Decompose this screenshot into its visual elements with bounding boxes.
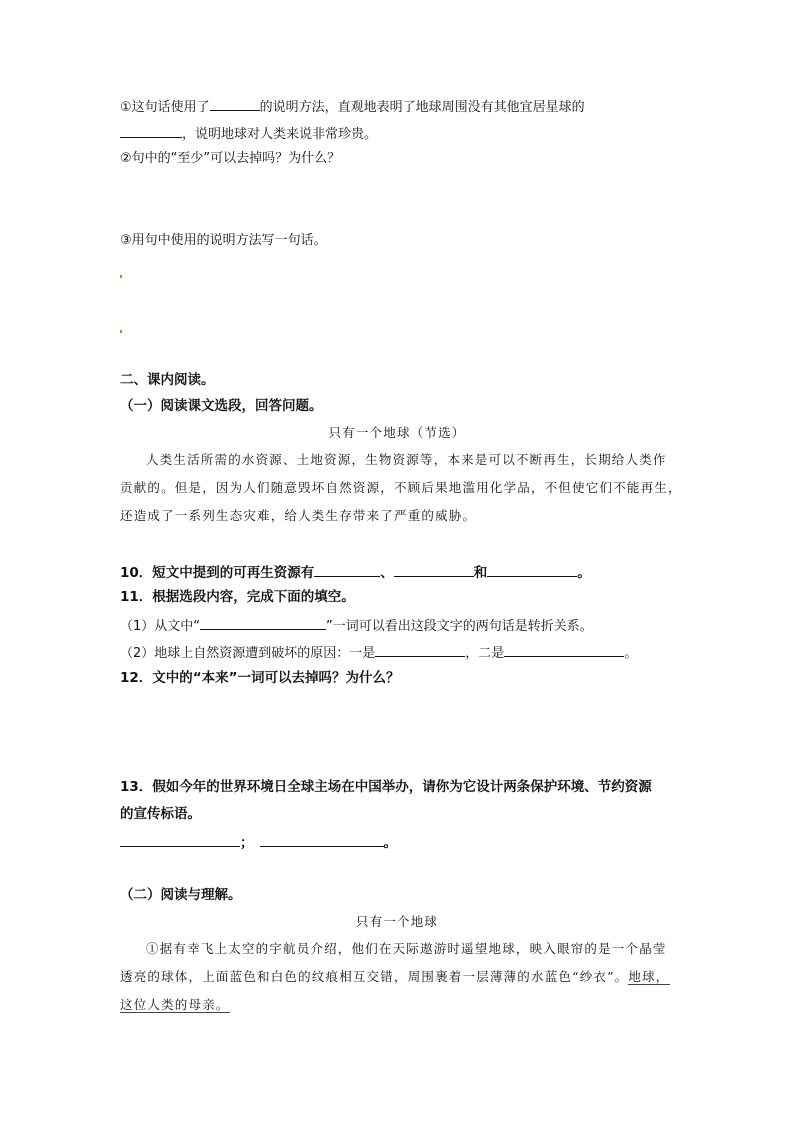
answer-blank[interactable] xyxy=(504,642,624,657)
passage-text: 透亮的球体，上面蓝色和白色的纹痕相互交错，周围裹着一层薄薄的水蓝色“纱衣”。 xyxy=(120,969,629,984)
passage-line: 贡献的。但是，因为人们随意毁坏自然资源，不顾后果地滥用化学品，不但使它们不能再生， xyxy=(120,480,682,495)
stray-mark xyxy=(120,275,122,278)
q11-1-text-a: （1）从文中“ xyxy=(120,619,201,634)
answer-blank[interactable] xyxy=(394,562,474,577)
q1-text-b: 的说明方法，直观地表明了地球周围没有其他宜居星球的 xyxy=(259,100,585,115)
question-12: 12．文中的“本来”一词可以去掉吗？为什么？ xyxy=(120,670,400,686)
subsection-heading: （二）阅读与理解。 xyxy=(120,887,242,903)
answer-blank[interactable] xyxy=(487,562,577,577)
question-11-1 xyxy=(120,615,593,636)
q1-text-c: ，说明地球对人类来说非常珍贵。 xyxy=(182,127,378,142)
question-13-line-1: 13．假如今年的世界环境日全球主场在中国举办，请你为它设计两条保护环境、节约资源 xyxy=(120,779,652,795)
question-11-2 xyxy=(120,642,637,663)
passage-line: 人类生活所需的水资源、土地资源，生物资源等，本来是可以不断再生，长期给人类作 xyxy=(146,452,667,467)
q11-2-text-b: ，二是 xyxy=(465,646,505,661)
separator: 和 xyxy=(473,565,488,581)
answer-blank[interactable] xyxy=(314,562,380,577)
question-1-line-2 xyxy=(120,123,377,144)
period: 。 xyxy=(577,565,591,581)
subsection-heading: （一）阅读课文选段，回答问题。 xyxy=(120,398,323,414)
question-2: ②句中的“至少”可以去掉吗？为什么？ xyxy=(120,151,341,166)
question-11: 11．根据选段内容，完成下面的填空。 xyxy=(120,589,355,605)
question-1-line-1 xyxy=(120,96,585,117)
separator: ； xyxy=(240,835,254,851)
period: 。 xyxy=(624,646,638,661)
separator: 、 xyxy=(380,565,394,581)
answer-blank[interactable] xyxy=(210,96,260,111)
answer-blank[interactable] xyxy=(120,123,182,138)
answer-blank[interactable] xyxy=(120,832,240,847)
passage-line: 还造成了一系列生态灾难，给人类生存带来了严重的威胁。 xyxy=(120,508,477,523)
section-heading: 二、课内阅读。 xyxy=(120,372,215,388)
answer-blank[interactable] xyxy=(375,642,465,657)
passage-title: 只有一个地球 xyxy=(355,914,439,929)
stray-mark xyxy=(120,330,122,333)
q11-1-text-b: ”一词可以看出这段文字的两句话是转折关系。 xyxy=(326,619,593,634)
passage-title: 只有一个地球（节选） xyxy=(328,425,466,440)
passage-line xyxy=(120,968,670,986)
answer-blank[interactable] xyxy=(200,615,326,630)
period: 。 xyxy=(383,835,397,851)
underlined-text: 地球， xyxy=(628,969,670,984)
q1-text-a: ①这句话使用了 xyxy=(120,100,210,115)
q11-2-text-a: （2）地球上自然资源遭到破坏的原因：一是 xyxy=(120,646,376,661)
passage-line: ①据有幸飞上太空的宇航员介绍，他们在天际遨游时遥望地球，映入眼帘的是一个晶莹 xyxy=(146,941,667,956)
underlined-text: 这位人类的母亲。 xyxy=(120,997,230,1012)
question-13-line-2: 的宣传标语。 xyxy=(120,806,201,822)
passage-line xyxy=(120,996,230,1014)
q10-text: 10．短文中提到的可再生资源有 xyxy=(120,565,315,581)
question-13-answers xyxy=(120,832,397,852)
question-3: ③用句中使用的说明方法写一句话。 xyxy=(120,233,327,248)
answer-blank[interactable] xyxy=(260,832,384,847)
question-10 xyxy=(120,562,591,582)
